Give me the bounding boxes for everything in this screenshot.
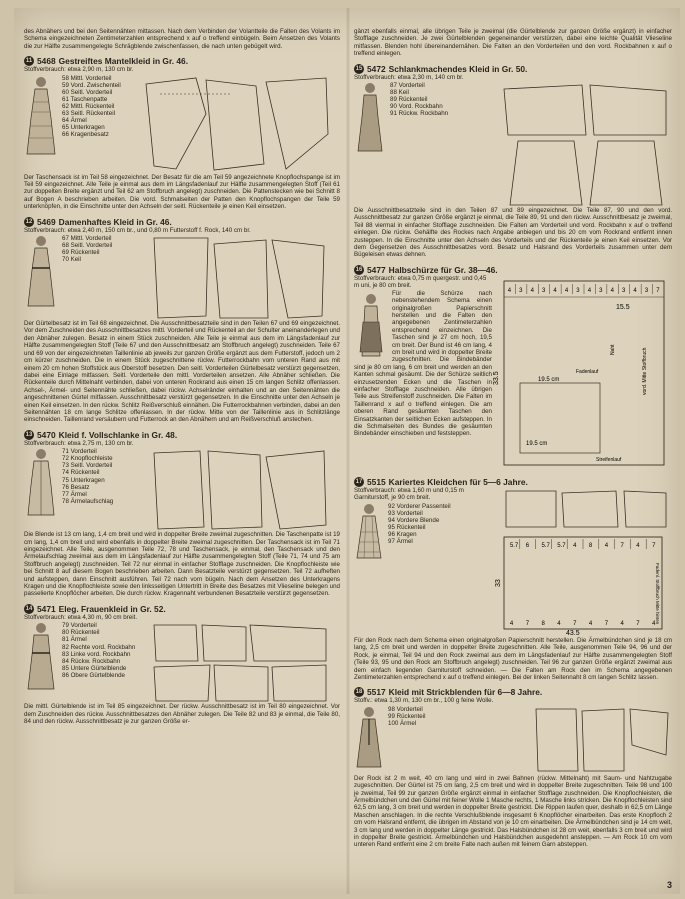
part-item: 98 Vorderteil — [388, 705, 423, 713]
page-number: 3 — [666, 880, 672, 890]
dress-figure — [24, 74, 58, 156]
part-item: 68 Seitl. Vorderteil — [62, 242, 113, 250]
part-item: 97 Ärmel — [388, 538, 413, 546]
part-item: 66 Kragenbesatz — [62, 131, 109, 139]
pattern-sketch-5468 — [136, 74, 336, 174]
parts-list-5469 — [62, 235, 144, 263]
section-title: Kleid mit Strickblenden für 6—8 Jahre. — [388, 687, 543, 698]
skirt-tuck-label: 7 — [620, 542, 624, 549]
section-header — [24, 56, 340, 66]
section-number: 12 — [25, 218, 33, 225]
section-header — [24, 430, 340, 440]
section-header — [354, 64, 672, 74]
skirt-tuck-label: 6 — [525, 542, 530, 549]
intro-text: des Abnähers und bei den Seitennähten mittassen. Nach dem Verbinden der Volantteile die Falten des Volants im Schema eingezeichneten Zentimeterzahlen entsprechend x auf o treffend einbügeln. Beim Ansetzen des Volants die zur Hälfte zusammengelegte Schrägblende zwischenfassen, die nach unten gebügelt wird. — [24, 28, 340, 50]
apron-tuck-label: 4 — [507, 287, 512, 294]
apron-tuck-label: 3 — [599, 287, 603, 294]
apron-tuck-label: 4 — [610, 287, 614, 294]
section-5470 — [24, 430, 340, 598]
skirt-width-label: 43.5 — [566, 629, 580, 637]
section-number: 16 — [355, 266, 363, 273]
part-item: 91 Rückw. Rockbahn — [390, 110, 449, 118]
parts-list-5468 — [62, 75, 132, 174]
fabric-consumption: Stoffv.: etwa 1,30 m, 130 cm br., 100 g feine Wolle. — [354, 697, 494, 705]
apron-tuck-label: 3 — [644, 287, 649, 294]
apron-tuck-label: 3 — [576, 287, 580, 294]
part-item: 67 Mittl. Vorderteil — [62, 235, 112, 243]
apron-pocket-width: 19.5 cm — [538, 376, 560, 383]
skirt-bottom-tuck-label: 4 — [557, 620, 561, 627]
apron-band-label: Fadenlauf — [576, 368, 599, 375]
skirt-bottom-tuck-label: 4 — [620, 620, 624, 627]
part-item: 71 Vorderteil — [62, 448, 97, 456]
section-body: Für die Schürze nach nebenstehendem Schema einen originalgroßen Papierschnitt herstellen und die Falten den angegebenen Zentimeterzahlen entsprechend einzeichnen. Die Taschen sind je 27 cm hoch, 19,5 cm breit. Der Bund ist 46 cm lang, 4 cm breit und wird in doppelter Breite zugeschnitten. Die Bindebänder sind je 80 cm lang, 6 cm breit und werden an den Kanten schmal gesäumt. Die der Schürze seitlich einzusetzenden Ecken und die Taschen in einfacher Stofflage zuschneiden. Alle übrigen Teile aus Streifenstoff zuschneiden. Die Falten im Taillenrand x auf o treffend einlegen. Die am oberen Rand gesäumten Taschen den Einsatzkanten der seitlichen Ecken aufsteppen. In die Schmalseiten des Bundes die gesäumten Bindebänder einschieben und feststeppen. — [354, 289, 492, 438]
section-number: 11 — [25, 58, 33, 65]
fabric-consumption: Stoffverbrauch: etwa 2,75 m, 130 cm br. — [24, 439, 134, 447]
skirt-bottom-tuck-label: 8 — [541, 620, 545, 627]
apron-tuck-label: 3 — [622, 287, 626, 294]
fabric-consumption: Stoffverbrauch: etwa 2,90 m, 130 cm br. — [24, 66, 134, 74]
apron-tuck-label: 3 — [519, 287, 523, 294]
dress-figure — [24, 234, 58, 308]
right-column — [354, 8, 672, 849]
skirt-bottom-tuck-label: 7 — [573, 620, 577, 627]
column-fold-shadow — [346, 8, 350, 894]
part-item: 73 Seitl. Vorderteil — [62, 462, 113, 470]
fabric-consumption: Stoffverbrauch: etwa 0,75 m quergestr. und 0,45 m uni, je 80 cm breit. — [354, 274, 487, 290]
part-item: 94 Vordere Blende — [388, 516, 440, 524]
section-5471 — [24, 604, 340, 726]
skirt-bottom-tuck-label: 7 — [604, 620, 609, 627]
section-code: 5469 — [37, 216, 56, 227]
section-number: 15 — [355, 65, 363, 72]
part-item: 87 Vorderteil — [390, 82, 425, 90]
apron-pocket-height: 19.5 cm — [526, 440, 548, 447]
pattern-sketch-5470 — [150, 447, 330, 531]
part-item: 86 Obere Gürtelblende — [62, 671, 125, 679]
skirt-fold-label: Fadenl. Stoffbruch Mitte hinten — [655, 562, 660, 625]
skirt-schema — [496, 487, 672, 637]
section-number: 13 — [25, 431, 33, 438]
part-item: 92 Vorderer Passenteil — [388, 502, 451, 510]
section-body: Der Gürtelbesatz ist im Teil 68 eingezeichnet. Die Ausschnittbesatzteile sind in den Teilen 67 und 69 eingezeichnet. Vor dem Zuschneiden des Ausschnittbesatzes mittl. Vorderteil und Rückenteil an der Schulter aneinanderlegen und den Abnäher zulegen. Besatz in einem Stück zuschneiden. Alle Teile je einmal aus dem im Längsfadenlauf zur Hälfte zusammengelegten Stoff (Teile 67 und den Ausschnittbesatz am Stoffbruch angelegt) zuschneiden. Teile 67 und 69 von der eingezeichneten Taillenlinie ab jeweils zur ganzen Größe ergänzt aus dem Futterstoff, jedoch um 2 cm kürzer zuschneiden. Die in einem Stück zugeschnittene rückw. Futterrockbahn vom unteren Rand aus mit einem 20 cm hohen Stoffstück aus Oberstoff besetzen. Den seitl. Vorderteilen Gürtelbesatz verstürzt gegensetzen, dabei eine Einlage mitfassen. Seitl. Vorderteile den mittl. Vorderteilen ansetzen. Alle Abnäher schließen. Die Rückenteile durch Mittelnaht verbinden, dabei von unteren Rockrand aus einen 15 cm langen Schlitz offenlassen. Achsel-, Ärmel- und Seitennähte schließen, dabei rückw. Achselränder einhalten und an den Seitennähten die angeschnittenen Gürtel mitfassen. Ausschnittbesatz verstürzt gegensetzen. In die Einschnitte unter den Achseln je einen Keil einsetzen. In den rückw. Schlitz Reißverschluß einnähen. Die Futterrockbahnen verbinden, dabei an den Seitennähten 18 cm lange Schlitze offenlassen. In der rückw. Mitte von der Taillenlinie aus in Schlitzlänge einschneiden. Taillenrand versäubern und Futterrock an den Abnähern und am Reißverschluß anstechen. — [24, 320, 340, 424]
section-code: 5471 — [37, 603, 56, 614]
apron-tuck-label: 4 — [633, 287, 637, 294]
fabric-consumption: Stoffverbrauch: etwa 2,30 m, 140 cm br. — [354, 73, 464, 81]
parts-list-5471 — [62, 622, 146, 703]
apron-tuck-label: 4 — [530, 287, 534, 294]
part-item: 72 Knopflochleiste — [62, 455, 113, 463]
part-item: 69 Rückenteil — [62, 249, 100, 257]
apron-tuck-label: 4 — [587, 287, 592, 294]
fabric-consumption: Stoffverbrauch: etwa 4,30 m, 90 cm breit. — [24, 613, 138, 621]
skirt-tuck-label: 5.7 — [557, 542, 566, 549]
pattern-sketch-5469 — [148, 234, 330, 320]
apron-height-label: 33.5 — [493, 371, 500, 385]
section-body: Die Blende ist 13 cm lang, 1,4 cm breit und wird in doppelter Breite zweimal zugeschnitten. Die Taschenpatte ist 19 cm lang, 1,4 cm breit und wird ebenfalls in doppelter Breite zweimal zugeschnitten. Der Taschensack ist im Teil 71 eingezeichnet. Alle Teile, ausgenommen Teile 72, 78 und Taschensack, je einmal, den Taschensack und den Ärmelaufschlag zweimal aus dem im Längsfadenlauf zur Hälfte zusammengelegten Stoff (Teile 71, 74 und 75 am Stoffbruch angelegt) zuschneiden. Teil 72 nur einmal in einfacher Stofflage zuschneiden. Die Knopflochleiste wie bei Schnitt 8 auf diesem Bogen beschrieben arbeiten. Dann Besatzteile verstürzt gegensetzen. Teil 72 aufheften und aufsteppen, dann Einschnitt ausführen. Teil 72 nach vorn bügeln. Nach dem Ansetzen des Unterkragens Kragen und die Knopflochleiste sowie den linksseitigen Untertritt in Breite des Besatzes mit Vlieseline belegen und passelierte Knopflöcher arbeiten. Die durch rückw. Kragennaht verbundenen Besatzteile verstürzt gegensetzen. — [24, 531, 340, 598]
part-item: 62 Mittl. Rückenteil — [62, 103, 115, 110]
parts-list-5472 — [390, 82, 494, 207]
skirt-tuck-label: 8 — [588, 542, 593, 549]
part-item: 60 Seitl. Vorderteil — [62, 88, 113, 96]
section-number: 14 — [25, 605, 33, 612]
apron-fold-label: vord. Mitte Stoffbruch — [642, 347, 648, 395]
section-body: Die Ausschnittbesatzteile sind in den Teilen 87 und 89 eingezeichnet. Die Teile 87, 90 und den vord. Ausschnittbesatz zur ganzen Größe ergänzt je einmal, die Teile 89, 91 und den rückw. Ausschnittbesatz je zweimal, Teil 88 viermal in einfacher Stofflage zuschneiden. Die Falten am Vorderteil und vord. Rockbahn x auf o treffend einlegen. Die rückw. Gehälfte des Rockes nach Angabe anbiegen und bis 20 cm vom Rockrand entfernt innen zusteppen. In die Einschnitte unter den Achseln des Vorderteils und der Rückenteile je einen Keil einsetzen. Vor dem Gegensetzen des Ausschnittbesatzes vord. Besatz und Halsrand des Vorderteils zusammen unter dem Bügeleisen etwas dehnen. — [354, 207, 672, 259]
dress-figure — [24, 621, 58, 691]
section-number: 17 — [355, 478, 363, 485]
section-5469 — [24, 217, 340, 424]
section-code: 5477 — [367, 264, 386, 275]
pattern-sketch-5472 — [498, 81, 672, 207]
section-code: 5468 — [37, 56, 56, 67]
parts-list-5470 — [62, 448, 146, 531]
skirt-bottom-tuck-label: 4 — [509, 620, 514, 627]
skirt-tuck-label: 7 — [652, 542, 656, 549]
section-code: 5470 — [37, 429, 56, 440]
apron-tuck-label: 4 — [553, 287, 557, 294]
left-column — [24, 8, 340, 725]
part-item: 93 Vorderteil — [388, 509, 423, 517]
part-item: 82 Rechte vord. Rockbahn — [62, 643, 136, 651]
part-item: 64 Ärmel — [62, 117, 87, 125]
sewing-pattern-page — [14, 8, 680, 894]
part-item: 75 Unterkragen — [62, 476, 105, 484]
section-5472 — [354, 64, 672, 259]
dress-figure — [24, 447, 58, 517]
section-body: Der Rock ist 2 m weit, 40 cm lang und wird in zwei Bahnen (rückw. Mittelnaht) mit Saum- und Nahtzugabe zugeschnitten. Der Gürtel ist 75 cm lang, 2,5 cm breit und wird in doppelter Breite zugeschnitten. Teile 98 und 100 je zweimal, Teil 99 zur ganzen Größe ergänzt einmal in einfacher Stofflage zuschneiden. Die Knopflochleisten, die Ärmelbündchen und den Gürtel mit feiner Wolle 1 Masche rechts, 1 Masche links stricken. Die Knopflochleisten sind 62,5 cm lang, 3 cm breit und werden in doppelter Breite gestrickt. Die Rippen laufen quer, deshalb in 62,5 cm Länge Maschen anschlagen. In die rechte Verschlußblende insgesamt 6 Knopflöcher einarbeiten. Das erste Knopfloch 2 cm vom Halsrand entfernt, die übrigen im Abstand von je 10 cm einarbeiten. Die Ärmelbündchen sind je 14 cm weit, 3 cm lang und werden in doppelter Länge gestrickt. Das Halsbündchen ist 28 cm weit, ebenfalls 3 cm breit und wird in doppelter Breite gestrickt. Ärmelbündchen und Halsbündchen ausgedehnt ansteppen. — Am Rock 10 cm vom unteren Rand entfernt eine 2 cm breite Falte nach außen mit feinem Garn absteppen. — [354, 774, 672, 849]
section-5477 — [354, 265, 672, 471]
skirt-tuck-label: 4 — [636, 542, 640, 549]
part-item: 76 Besatz — [62, 483, 90, 491]
section-code: 5472 — [367, 63, 386, 74]
apron-figure — [354, 292, 388, 358]
part-item: 59 Vord. Zwischenteil — [62, 81, 121, 89]
section-title: Kariertes Kleidchen für 5—6 Jahre. — [388, 476, 528, 487]
part-item: 99 Rückenteil — [388, 712, 426, 720]
section-title: Gestreiftes Mantelkleid in Gr. 46. — [58, 56, 189, 67]
section-header — [354, 477, 672, 487]
skirt-bottom-tuck-label: 7 — [636, 620, 640, 627]
skirt-bottom-tuck-label: 7 — [525, 620, 530, 627]
skirt-tuck-label: 5.7 — [541, 542, 550, 549]
apron-tuck-label: 3 — [542, 287, 546, 294]
part-item: 65 Unterkragen — [62, 124, 105, 132]
pattern-sketch-5471 — [150, 621, 330, 703]
part-item: 100 Ärmel — [388, 719, 417, 727]
part-item: 96 Kragen — [388, 531, 417, 539]
part-item: 81 Ärmel — [62, 636, 87, 644]
part-item: 77 Ärmel — [62, 490, 87, 498]
apron-tuck-label: 4 — [564, 287, 569, 294]
fabric-consumption: Stoffverbrauch: etwa 2,40 m, 150 cm br., und 0,80 m Futterstoff f. Rock, 140 cm br. — [24, 226, 251, 234]
part-item: 74 Rückenteil — [62, 469, 100, 477]
section-title: Schlankmachendes Kleid in Gr. 50. — [388, 63, 528, 74]
part-item: 84 Rückw. Rockbahn — [62, 657, 121, 665]
apron-width-label: 15.5 — [616, 303, 630, 311]
girl-figure — [354, 705, 384, 771]
section-code: 5517 — [367, 687, 386, 698]
part-item: 58 Mittl. Vorderteil — [62, 74, 112, 82]
apron-schema — [493, 275, 672, 471]
skirt-height-label: 33 — [495, 579, 502, 587]
skirt-bottom-tuck-label: 4 — [588, 620, 593, 627]
skirt-tuck-label: 4 — [604, 542, 609, 549]
apron-seam-label: Naht — [610, 344, 616, 355]
part-item: 88 Keil — [390, 89, 409, 97]
section-code: 5515 — [367, 476, 386, 487]
section-5515 — [354, 477, 672, 681]
right-intro-text: gänzt ebenfalls einmal, alle übrigen Teile je zweimal (die Gürtelblende zur ganzen Größe ergänzt) in einfacher Stofflage zuschneiden. Je zwei Gürtelblenden gegeneinander verstürzen, dabei eine leichte Qualität Vlieseline mitfassen. Blenden hohl übereinandernähen. Die Falten an den Vorderteilen und den vord. Rockbahnen x auf o treffend einlegen. — [354, 28, 672, 58]
section-title: Halbschürze für Gr. 38—46. — [388, 264, 498, 275]
section-title: Kleid f. Vollschlanke in Gr. 48. — [58, 429, 178, 440]
part-item: 63 Seitl. Rückenteil — [62, 110, 115, 118]
part-item: 79 Vorderteil — [62, 622, 97, 630]
skirt-tuck-label: 4 — [573, 542, 577, 549]
parts-list-5517 — [388, 706, 528, 727]
part-item: 89 Rückenteil — [390, 96, 428, 104]
skirt-bottom-tuck-label: 4 — [652, 620, 656, 627]
part-item: 80 Rückenteil — [62, 629, 100, 637]
section-number: 18 — [355, 689, 363, 696]
fabric-consumption: Stoffverbrauch: etwa 1,60 m und 0,15 m Garniturstoff, je 90 cm breit. — [354, 486, 464, 502]
part-item: 83 Linke vord. Rockbahn — [62, 650, 131, 658]
section-body: Die mittl. Gürtelblende ist im Teil 85 eingezeichnet. Der rückw. Ausschnittbesatz ist im Teil 80 eingezeichnet. Vor dem Zuschneiden des rückw. Ausschnittbesatzes den Abnäher zulegen. Die Teile 82 und 83 je einmal, die Teile 80, 84 und den rückw. Ausschnittbesatz je zur ganzen Größe er- — [24, 703, 340, 726]
part-item: 78 Ärmelaufschlag — [62, 497, 114, 505]
part-item: 61 Taschenpatte — [62, 95, 108, 103]
dress-figure — [354, 81, 386, 153]
apron-stripe-label: Streifenlauf — [596, 456, 622, 463]
girl-figure — [354, 502, 384, 562]
part-item: 95 Rückenteil — [388, 523, 426, 531]
section-header — [354, 687, 672, 697]
section-body: Der Taschensack ist im Teil 58 eingezeichnet. Der Besatz für die am Teil 59 angezeichnete Knopflochspange ist im Teil 59 eingezeichnet. Alle Teile je einmal aus dem im Längsfadenlauf zur Hälfte zusammengelegten Stoff (Teil 61 zur doppelten Breite ergänzt und Teil 62 am Stoffbruch angelegt) zuschneiden. Die Pattenstecken wie bei Schnitt 8 auf Bogen A beschrieben arbeiten. Die vord. Schmalseiten der Patten den Knopflochspangen der Teile 59 unterknöpfen, in die Einschnitte unter den Achseln der seitl. Rückenteile je einen Keil einsetzen. — [24, 173, 340, 211]
section-5468 — [24, 56, 340, 210]
section-header — [24, 217, 340, 227]
skirt-tuck-label: 5.7 — [509, 542, 519, 549]
section-header — [24, 604, 340, 614]
section-header — [354, 265, 672, 275]
part-item: 70 Keil — [62, 256, 81, 264]
part-item: 85 Untere Gürtelblende — [62, 664, 127, 672]
parts-list-5515 — [388, 503, 451, 562]
section-5517 — [354, 687, 672, 848]
pattern-sketch-5517 — [532, 705, 672, 775]
section-body: Für den Rock nach dem Schema einen originalgroßen Papierschnitt herstellen. Die Ärmelbündchen sind je 18 cm lang, 2,5 cm breit und werden in doppelter Breite zugeschnitten. Alle Teile, ausgenommen Teile 94, 96 und der Rock, je einmal, Teil 94 und den Rock zweimal aus dem im Längsfadenlauf zur Hälfte zusammengelegten Stoff (Teile 93, 95 und den Rock am Stoffbruch angelegt) zuschneiden. Teil 96 zur ganzen Größe ergänzt zweimal aus dem einfach liegenden Garniturstoff schneiden. — Die Falten am Rock den im Schema angegebenen Zentimeterzahlen entsprechend x auf o treffend einlegen. Bei der linken Seitennaht 8 cm langen Schlitz lassen. — [354, 636, 672, 681]
apron-tuck-label: 7 — [656, 287, 660, 294]
section-title: Eleg. Frauenkleid in Gr. 52. — [58, 603, 166, 614]
part-item: 90 Vord. Rockbahn — [390, 103, 443, 111]
section-title: Damenhaftes Kleid in Gr. 46. — [58, 216, 172, 227]
